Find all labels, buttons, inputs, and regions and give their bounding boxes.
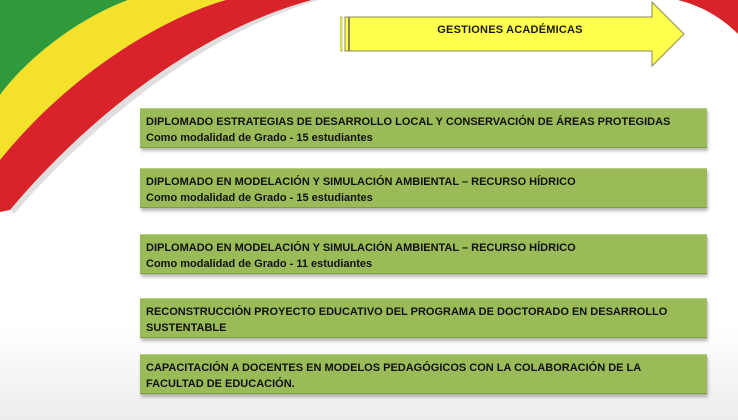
item-box-capacitacion-docentes: [140, 354, 707, 394]
item-subtitle: Como modalidad de Grado - 15 estudiantes: [146, 192, 373, 204]
item-box-reconstruccion-proyecto: [140, 298, 707, 338]
item-title: DIPLOMADO EN MODELACIÓN Y SIMULACIÓN AMBIENTAL – RECURSO HÍDRICO: [146, 242, 576, 254]
item-subtitle: Como modalidad de Grado - 11 estudiantes: [146, 258, 373, 270]
item-subtitle: Como modalidad de Grado - 15 estudiantes: [146, 132, 373, 144]
arrow-tail-stripe-1: [340, 17, 342, 51]
item-title: CAPACITACIÓN A DOCENTES EN MODELOS PEDAGÓGICOS CON LA COLABORACIÓN DE LA FACULTAD DE EDUCACIÓN.: [146, 362, 641, 390]
item-title: DIPLOMADO EN MODELACIÓN Y SIMULACIÓN AMBIENTAL – RECURSO HÍDRICO: [146, 176, 576, 188]
item-box-diplomado-areas-protegidas: [140, 108, 707, 148]
item-title: RECONSTRUCCIÓN PROYECTO EDUCATIVO DEL PROGRAMA DE DOCTORADO EN DESARROLLO SUSTENTABLE: [146, 306, 668, 334]
section-title: GESTIONES ACADÉMICAS: [437, 24, 583, 36]
corner-red-ribbon: [678, 0, 738, 40]
item-box-diplomado-recurso-hidrico-1: [140, 168, 707, 208]
item-box-diplomado-recurso-hidrico-2: [140, 234, 707, 274]
item-title: DIPLOMADO ESTRATEGIAS DE DESARROLLO LOCAL Y CONSERVACIÓN DE ÁREAS PROTEGIDAS: [146, 116, 671, 128]
